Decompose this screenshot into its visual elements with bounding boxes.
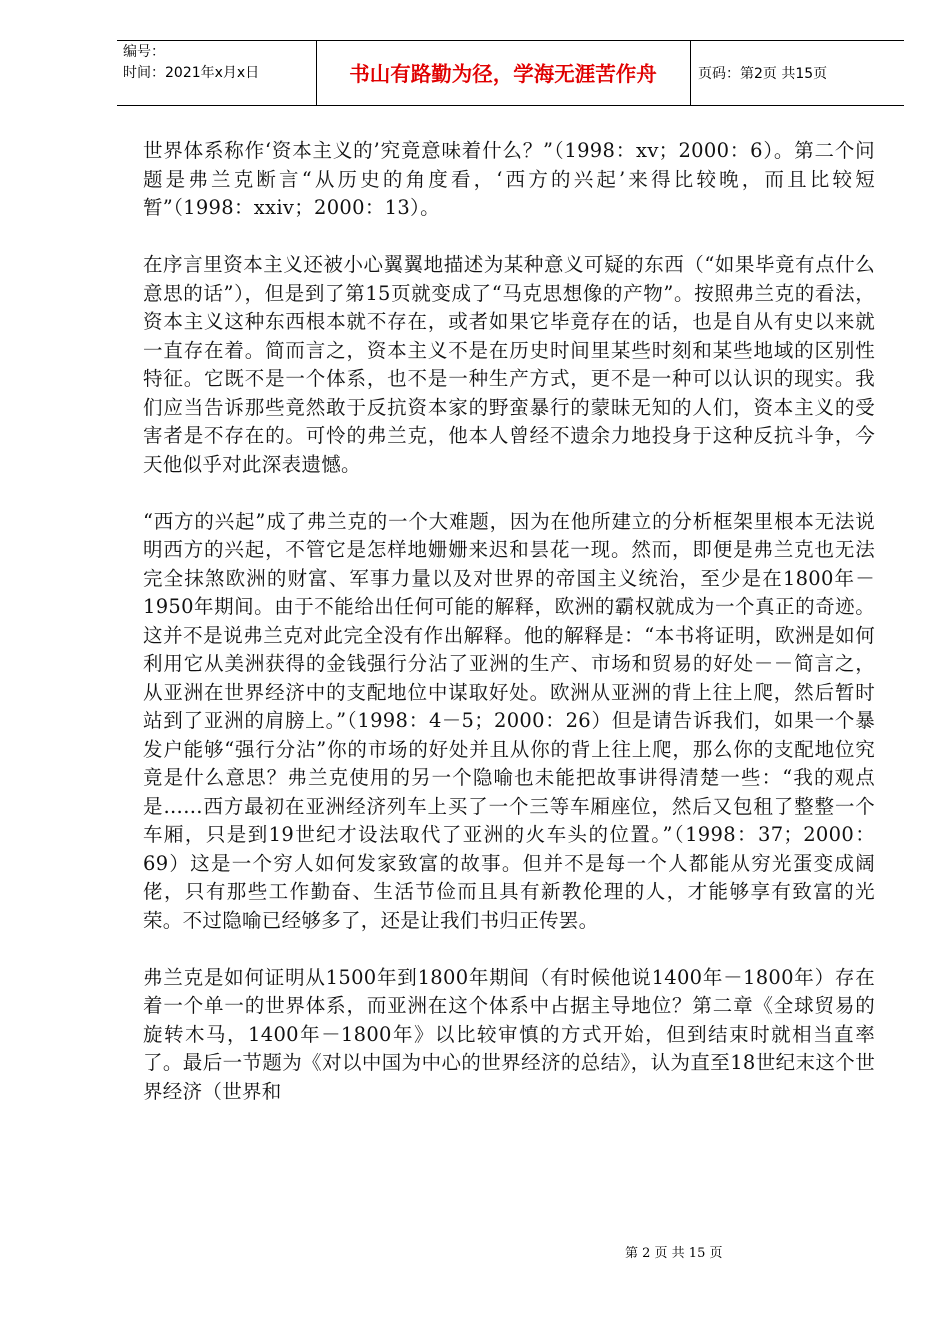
paragraph-4: 弗兰克是如何证明从1500年到1800年期间（有时候他说1400年－1800年）存在着一个单一的世界体系，而亚洲在这个体系中占据主导地位？第二章《全球贸易的旋转木马，1400年－1800年》以比较审慎的方式开始，但到结束时就相当直率了。最后一节题为《对以中国为中心的世界经济的总结》，认为直至18世纪末这个世界经济（世界和 (143, 965, 875, 1103)
header-meta (123, 42, 259, 84)
header-top-rule (117, 40, 904, 41)
header-page-label: 页码：第2页 共15页 (698, 66, 828, 82)
header-bottom-rule (117, 105, 904, 106)
paragraph-2: 在序言里资本主义还被小心翼翼地描述为某种意义可疑的东西（“如果毕竟有点什么意思的话”），但是到了第15页就变成了“马克思想像的产物”。按照弗兰克的看法，资本主义这种东西根本就不存在，或者如果它毕竟存在的话，也是自从有史以来就一直存在着。简而言之，资本主义不是在历史时间里某些时刻和某些地域的区别性特征。它既不是一个体系，也不是一种生产方式，更不是一种可以认识的现实。我们应当告诉那些竟然敢于反抗资本家的野蛮暴行的蒙昧无知的人们，资本主义的受害者是不存在的。可怜的弗兰克，他本人曾经不遗余力地投身于这种反抗斗争，今天他似乎对此深表遗憾。 (143, 253, 875, 476)
document-body (143, 137, 875, 1135)
paragraph-3: “西方的兴起”成了弗兰克的一个大难题，因为在他所建立的分析框架里根本无法说明西方的兴起，不管它是怎样地姗姗来迟和昙花一现。然而，即便是弗兰克也无法完全抹煞欧洲的财富、军事力量以及对世界的帝国主义统治，至少是在1800年－1950年期间。由于不能给出任何可能的解释，欧洲的霸权就成为一个真正的奇迹。这并不是说弗兰克对此完全没有作出解释。他的解释是：“本书将证明，欧洲是如何利用它从美洲获得的金钱强行分沾了亚洲的生产、市场和贸易的好处－－简言之，从亚洲在世界经济中的支配地位中谋取好处。欧洲从亚洲的背上往上爬，然后暂时站到了亚洲的肩膀上。”（1998：4－5；2000：26）但是请告诉我们，如果一个暴发户能够“强行分沾”你的市场的好处并且从你的背上往上爬，那么你的支配地位究竟是什么意思？弗兰克使用的另一个隐喻也未能把故事讲得清楚一些：“我的观点是……西方最初在亚洲经济列车上买了一个三等车厢座位，然后又包租了整整一个车厢，只是到19世纪才设法取代了亚洲的火车头的位置。”（1998：37；2000：69）这是一个穷人如何发家致富的故事。但并不是每一个人都能从穷光蛋变成阔佬，只有那些工作勤奋、生活节俭而且具有新教伦理的人，才能够享有致富的光荣。不过隐喻已经够多了，还是让我们书归正传罢。 (143, 509, 875, 932)
footer-page-number: 第 2 页 共 15 页 (625, 1246, 723, 1261)
document-time-label: 时间：2021年x月x日 (123, 65, 260, 81)
header-motto: 书山有路勤为径，学海无涯苦作舟 (349, 62, 657, 86)
paragraph-1: 世界体系称作‘资本主义的’究竟意味着什么？”（1998：xv；2000：6）。第二个问题是弗兰克断言“从历史的角度看，‘西方的兴起’来得比较晚，而且比较短暂”（1998：xxiv；2000：13）。 (143, 139, 875, 219)
document-id-label: 编号： (123, 44, 165, 60)
header-divider-right (690, 40, 691, 105)
